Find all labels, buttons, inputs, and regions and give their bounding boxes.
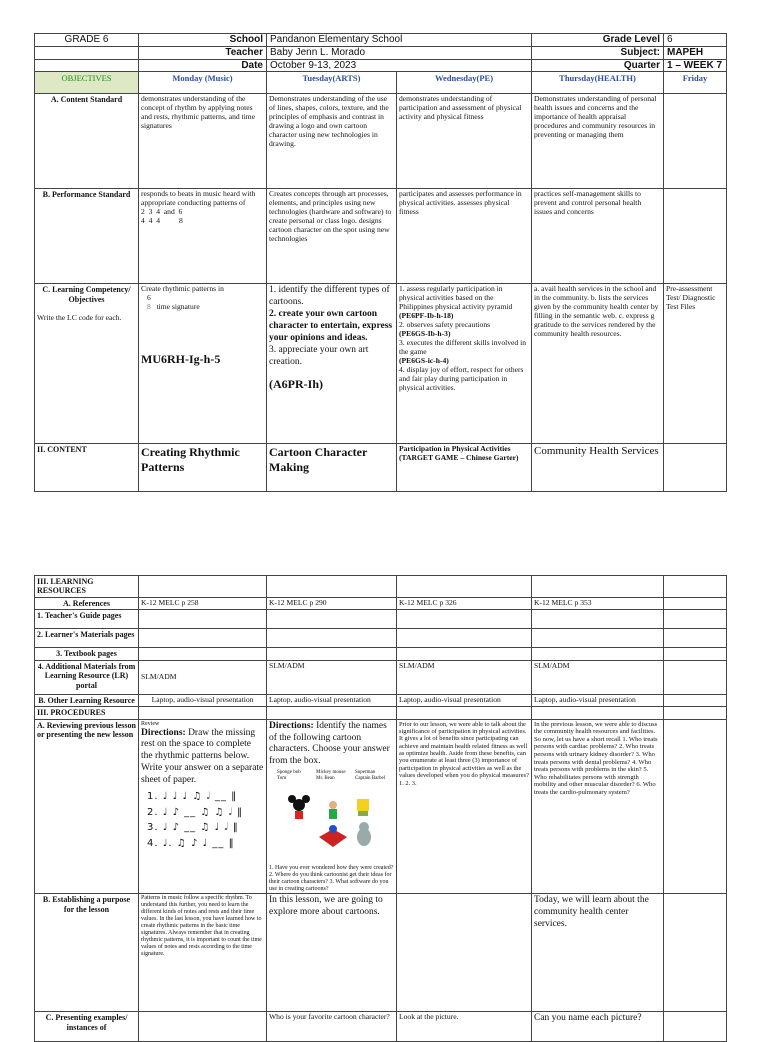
performance-standard-wed: participates and assesses performance in physical activities. assesses physical fitness [397, 189, 532, 284]
blank-cell [664, 894, 727, 1012]
content-wed: Participation in Physical Activities (TARGET GAME – Chinese Garter) [397, 444, 532, 492]
blank-cell [267, 610, 397, 629]
ref-thu: K-12 MELC p 353 [532, 597, 664, 609]
character-name-box [277, 770, 394, 782]
content-standard-label: A. Content Standard [35, 94, 139, 189]
blank-cell [664, 694, 727, 706]
lc-tue-2: 2. create your own cartoon character to entertain, express your opinions and ideas. [269, 309, 393, 343]
lc-mon-sig-row [147, 303, 264, 312]
blank-cell [664, 629, 727, 648]
blank-cell [532, 610, 664, 629]
review-tue [267, 719, 397, 894]
blank-cell [267, 629, 397, 648]
review-tue-directions: Directions: [269, 720, 314, 731]
lc-wed-2: 2. observes safety precautions [399, 320, 491, 330]
blank-cell [664, 576, 727, 598]
teachers-guide-label: 1. Teacher's Guide pages [35, 610, 139, 629]
ref-mon: K-12 MELC p 258 [139, 597, 267, 609]
blank-cell [664, 648, 727, 660]
lc-code-note: Write the LC code for each. [37, 313, 122, 323]
performance-standard-tue: Creates concepts through art processes, elements, and principles using new technologies (hardware and software) to create personal or class logo. designs cartoon character on the spot using new technologies [267, 189, 397, 284]
purpose-mon: Patterns in music follow a specific rhythm. To understand this further, you need to learn the different kinds of notes and rests and their time values. In the last lesson, you have learned how to create rhythmic patterns in the basic time signatures. Always remember that in creating rhythmic patterns, it is important to count the time values of notes and rests according to the time signature. [139, 894, 267, 1012]
content-standard-tue: Demonstrates understanding of the use of lines, shapes, colors, texture, and the principles of emphasis and contrast in drawing a logo and own cartoon character using new technologies in drawing. [267, 94, 397, 189]
review-mon-body: Draw the missing rest on the space to complete the rhythmic patterns below. Write your answer on a separate sheet of paper. [141, 727, 264, 786]
presenting-label: C. Presenting examples/ instances of [35, 1012, 139, 1042]
learning-competency-fri: Pre-assessment Test/ Diagnostic Test Files [664, 284, 727, 444]
time-signature-top: 2 3 4 and 6 [141, 207, 183, 217]
blank-cell [664, 610, 727, 629]
ref-tue: K-12 MELC p 290 [267, 597, 397, 609]
blank-cell [397, 576, 532, 598]
character-name: Mickey mouse [316, 770, 346, 776]
lc-mon-sig-bottom: 8 [147, 302, 151, 312]
lc-wed-3-code: (PE6GS-ic-h-4) [399, 356, 449, 366]
resources-label: III. LEARNING RESOURCES [35, 576, 139, 598]
purpose-thu: Today, we will learn about the community health center services. [532, 894, 664, 1012]
lc-wed-4: 4. display joy of effort, respect for others and fair play during participation in physical activities. [399, 364, 524, 392]
col-wednesday: Wednesday(PE) [397, 72, 532, 94]
blank-cell [139, 648, 267, 660]
blank-cell [139, 610, 267, 629]
add-tue: SLM/ADM [267, 660, 397, 694]
teacher-label: Teacher [139, 46, 267, 59]
lc-mon-text: Create rhythmic patterns in [141, 284, 224, 294]
col-objectives: OBJECTIVES [35, 72, 139, 94]
lc-wed-3: 3. executes the different skills involved in the game [399, 338, 527, 357]
presenting-tue: Who is your favorite cartoon character? [267, 1012, 397, 1042]
learning-competency-mon [139, 284, 267, 444]
lc-tue-3: 3. appreciate your own art creation. [269, 344, 369, 367]
lc-mon-sig-top: 6 [147, 293, 151, 303]
procedures-label: III. PROCEDURES [35, 707, 139, 719]
learning-competency-thu: a. avail health services in the school and in the community. b. lists the services given by the community health center by filling in the semantic web. c. express g gratitude to the services rendered by the community health resources. [532, 284, 664, 444]
review-mon [139, 719, 267, 894]
lc-wed-2-code: (PE6GS-Ib-h-3) [399, 329, 451, 339]
review-tue-questions: 1. Have you ever wondered how they were created? 2. Where do you think cartoonist get their ideas for their cartoon characters? 3. What software do you use in creating cartoons? [269, 864, 394, 892]
character-name: Tom [277, 776, 287, 782]
other-wed: Laptop, audio-visual presentation [397, 694, 532, 706]
review-tue-text [269, 721, 394, 769]
performance-standard-mon [139, 189, 267, 284]
blank-cell [532, 648, 664, 660]
character-name: Sponge bob [277, 770, 301, 776]
other-thu: Laptop, audio-visual presentation [532, 694, 664, 706]
character-name: Captain Barbel [355, 776, 386, 782]
col-monday: Monday (Music) [139, 72, 267, 94]
other-tue: Laptop, audio-visual presentation [267, 694, 397, 706]
textbook-label: 3. Textbook pages [35, 648, 139, 660]
subject-label: Subject: [532, 46, 664, 59]
performance-mon-text: responds to beats in music heard with appropriate conducting patterns of [141, 189, 256, 208]
blank-cell [397, 894, 532, 1012]
blank-cell [267, 576, 397, 598]
blank-cell [397, 707, 532, 719]
blank-cell [664, 1012, 727, 1042]
blank-cell [139, 707, 267, 719]
rhythm-pattern-3: 3. ♩ ♪ __ ♫ ♩ 𝅗𝅥 ‖ [147, 822, 239, 834]
presenting-thu: Can you name each picture? [532, 1012, 664, 1042]
lc-mon-after: time signature [156, 302, 200, 312]
content-thu: Community Health Services [532, 444, 664, 492]
review-label: A. Reviewing previous lesson or presenting the new lesson [35, 719, 139, 894]
blank-cell [397, 610, 532, 629]
blank-cell [532, 707, 664, 719]
additional-materials-label: 4. Additional Materials from Learning Resource (LR) portal [35, 660, 139, 694]
school-label: School [139, 34, 267, 47]
purpose-label: B. Establishing a purpose for the lesson [35, 894, 139, 1012]
other-resource-label: B. Other Learning Resource [35, 694, 139, 706]
lc-wed-1: 1. assess regularly participation in physical activities based on the Philippines physical activity pyramid [399, 284, 513, 312]
ref-wed: K-12 MELC p 326 [397, 597, 532, 609]
performance-standard-label: B. Performance Standard [35, 189, 139, 284]
presenting-wed: Look at the picture. [397, 1012, 532, 1042]
blank-cell [532, 629, 664, 648]
date-label: Date [139, 59, 267, 72]
blank-cell [397, 629, 532, 648]
grade-level-value: 6 [664, 34, 727, 47]
add-wed: SLM/ADM [397, 660, 532, 694]
dll-top-table [34, 33, 727, 492]
lc-tue-1: 1. identify the different types of cartoons. [269, 285, 390, 308]
review-mon-directions: Directions: [141, 727, 186, 738]
review-wed: Prior to our lesson, we were able to talk about the significance of participation in physical activities. It gives a lot of benefits since participating can achieve and maintain health related fitness as well as optimize health. Aside from these benefits, can you enumerate at least three (3) importance of participation in physical activities as well as the values developed when you do physical measures? 1. 2. 3. [397, 719, 532, 894]
date-value: October 9-13, 2023 [267, 59, 532, 72]
teacher-value: Baby Jenn L. Morado [267, 46, 532, 59]
add-thu: SLM/ADM [532, 660, 664, 694]
col-thursday: Thursday(HEALTH) [532, 72, 664, 94]
time-signature-bottom: 4 4 4 8 [141, 216, 183, 226]
subject-value: MAPEH [664, 46, 727, 59]
blank-cell [267, 648, 397, 660]
content-tue: Cartoon Character Making [267, 444, 397, 492]
learning-competency-wed [397, 284, 532, 444]
lc-wed-1-code: (PE6PF-Ib-h-18) [399, 311, 454, 321]
character-name: Mr. Bean [316, 776, 335, 782]
rhythm-pattern-2: 2. ♩ ♪ __ ♫ ♫ 𝅗𝅥 ‖ [147, 806, 244, 818]
dll-procedures-table [34, 575, 727, 1042]
content-standard-mon: demonstrates understanding of the concept of rhythm by applying notes and rests, rhythmic patterns, and time signatures [139, 94, 267, 189]
blank-cell [139, 1012, 267, 1042]
character-name: Superman [355, 770, 376, 776]
rhythm-pattern-1: 1. ♩ ♩ ♩ ♫ 𝅗𝅥 __ ‖ [147, 790, 238, 802]
blank-cell [532, 576, 664, 598]
content-label: II. CONTENT [35, 444, 139, 492]
learning-competency-tue [267, 284, 397, 444]
content-fri [664, 444, 727, 492]
review-tue-body: Identify the names of the following cartoon characters. Choose your answer from the box. [269, 720, 390, 767]
blank-cell [267, 707, 397, 719]
blank-cell [664, 707, 727, 719]
blank-cell [664, 719, 727, 894]
performance-standard-thu: practices self-management skills to prevent and control personal health issues and concerns [532, 189, 664, 284]
blank-cell [664, 660, 727, 694]
content-standard-fri [664, 94, 727, 189]
purpose-tue: In this lesson, we are going to explore more about cartoons. [267, 894, 397, 1012]
add-mon: SLM/ADM [139, 660, 267, 694]
content-standard-thu: Demonstrates understanding of personal health issues and concerns and the importance of health appraisal procedures and community resources in preventing or managing them [532, 94, 664, 189]
cartoon-characters-image [269, 784, 393, 862]
col-friday: Friday [664, 72, 727, 94]
col-tuesday: Tuesday(ARTS) [267, 72, 397, 94]
blank-cell [664, 597, 727, 609]
grade-cell: GRADE 6 [35, 34, 139, 47]
quarter-label: Quarter [532, 59, 664, 72]
performance-standard-fri [664, 189, 727, 284]
other-mon: Laptop, audio-visual presentation [139, 694, 267, 706]
grade-level-label: Grade Level [532, 34, 664, 47]
lc-mon-code: MU6RH-Ig-h-5 [141, 352, 221, 367]
blank-cell [139, 629, 267, 648]
blank-cell [139, 576, 267, 598]
header-blank [35, 59, 139, 72]
school-value: Pandanon Elementary School [267, 34, 532, 47]
quarter-value: 1 – WEEK 7 [664, 59, 727, 72]
review-thu: In the previous lesson, we were able to discuss the community health resources and facilities. So now, let us have a short recall 1. Who treats persons with cardiac problems? 2. Who treats persons with urinary kidney disorder? 3. Who treats persons with dental problems? 4. Who treats persons with problems in the skin? 5. Who rehabilitates persons with strength mobility and other muscular disorder? 6. Who treats the cardio-pulmonary system? [532, 719, 664, 894]
references-label: A. References [35, 597, 139, 609]
learners-materials-label: 2. Learner's Materials pages [35, 629, 139, 648]
lc-tue-code: (A6PR-Ih) [269, 376, 323, 391]
learning-competency-label-cell [35, 284, 139, 444]
review-mon-text [141, 728, 264, 787]
learning-competency-label: C. Learning Competency/ Objectives [42, 285, 131, 304]
content-standard-wed: demonstrates understanding of participation and assessment of physical activity and physical fitness [397, 94, 532, 189]
header-blank [35, 46, 139, 59]
rhythm-pattern-4: 4. ♩. ♫ ♪ ♩ __ ‖ [147, 838, 235, 850]
blank-cell [397, 648, 532, 660]
content-mon: Creating Rhythmic Patterns [139, 444, 267, 492]
review-tag: Review [141, 720, 160, 727]
